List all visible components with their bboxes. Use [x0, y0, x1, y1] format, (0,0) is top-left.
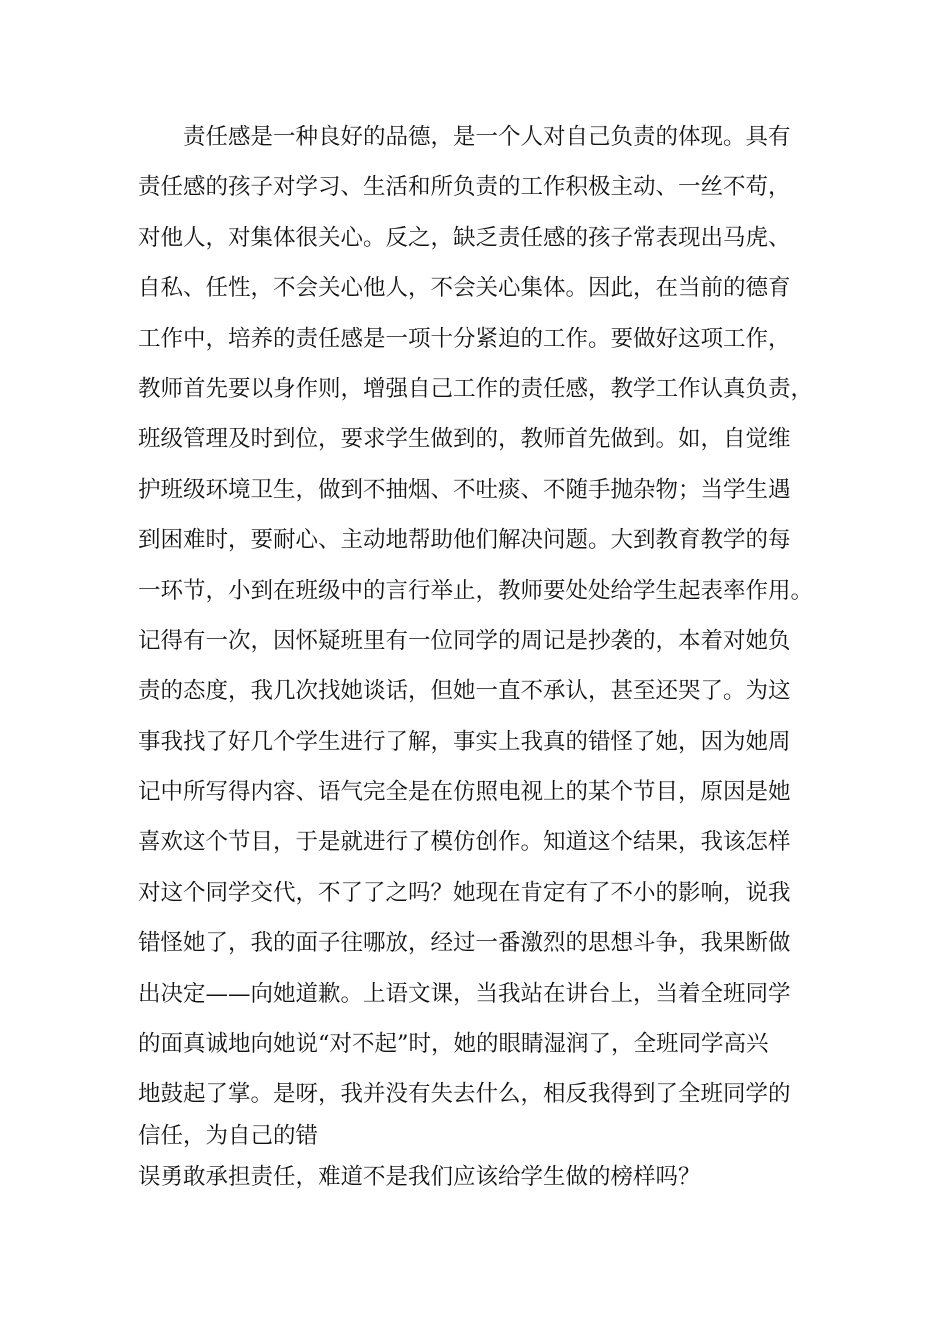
text-line: 自私、任性，不会关心他人，不会关心集体。因此，在当前的德育 — [138, 275, 791, 302]
text-line: 对这个同学交代，不了了之吗？她现在肯定有了不小的影响，说我 — [138, 879, 791, 906]
text-line: 错怪她了，我的面子往哪放，经过一番激烈的思想斗争，我果断做 — [138, 930, 791, 957]
text-line: 的面真诚地向她说“对不起”时，她的眼睛湿润了，全班同学高兴 — [138, 1031, 769, 1058]
text-line: 喜欢这个节目，于是就进行了模仿创作。知道这个结果，我该怎样 — [138, 829, 791, 856]
text-line: 护班级环境卫生，做到不抽烟、不吐痰、不随手抛杂物；当学生遇 — [138, 476, 791, 503]
text-line: 对他人，对集体很关心。反之，缺乏责任感的孩子常表现出马虎、 — [138, 224, 791, 251]
text-line: 记得有一次，因怀疑班里有一位同学的周记是抄袭的，本着对她负 — [138, 627, 791, 654]
text-line: 事我找了好几个学生进行了解，事实上我真的错怪了她，因为她周 — [138, 728, 791, 755]
text-line: 工作中，培养的责任感是一项十分紧迫的工作。要做好这项工作， — [138, 325, 791, 352]
text-line: 责任感的孩子对学习、生活和所负责的工作积极主动、一丝不苟， — [138, 174, 791, 201]
text-line: 出决定——向她道歉。上语文课，当我站在讲台上，当着全班同学 — [138, 980, 791, 1007]
text-line: 信任，为自己的错 — [138, 1122, 319, 1149]
text-line: 地鼓起了掌。是呀，我并没有失去什么，相反我得到了全班同学的 — [138, 1081, 791, 1108]
text-line: 班级管理及时到位，要求学生做到的，教师首先做到。如，自觉维 — [138, 426, 791, 453]
text-line: 误勇敢承担责任，难道不是我们应该给学生做的榜样吗？ — [138, 1163, 701, 1190]
body-text — [138, 112, 838, 1202]
text-line: 责任感是一种良好的品德，是一个人对自己负责的体现。具有 — [183, 124, 791, 150]
text-line: 记中所写得内容、语气完全是在仿照电视上的某个节目，原因是她 — [138, 779, 791, 806]
text-line: 教师首先要以身作则，增强自己工作的责任感，教学工作认真负责， — [138, 375, 814, 402]
text-line: 责的态度，我几次找她谈话，但她一直不承认，甚至还哭了。为这 — [138, 678, 791, 705]
text-line: 到困难时，要耐心、主动地帮助他们解决问题。大到教育教学的每 — [138, 527, 791, 554]
text-line: 一环节，小到在班级中的言行举止，教师要处处给学生起表率作用。 — [138, 577, 814, 604]
